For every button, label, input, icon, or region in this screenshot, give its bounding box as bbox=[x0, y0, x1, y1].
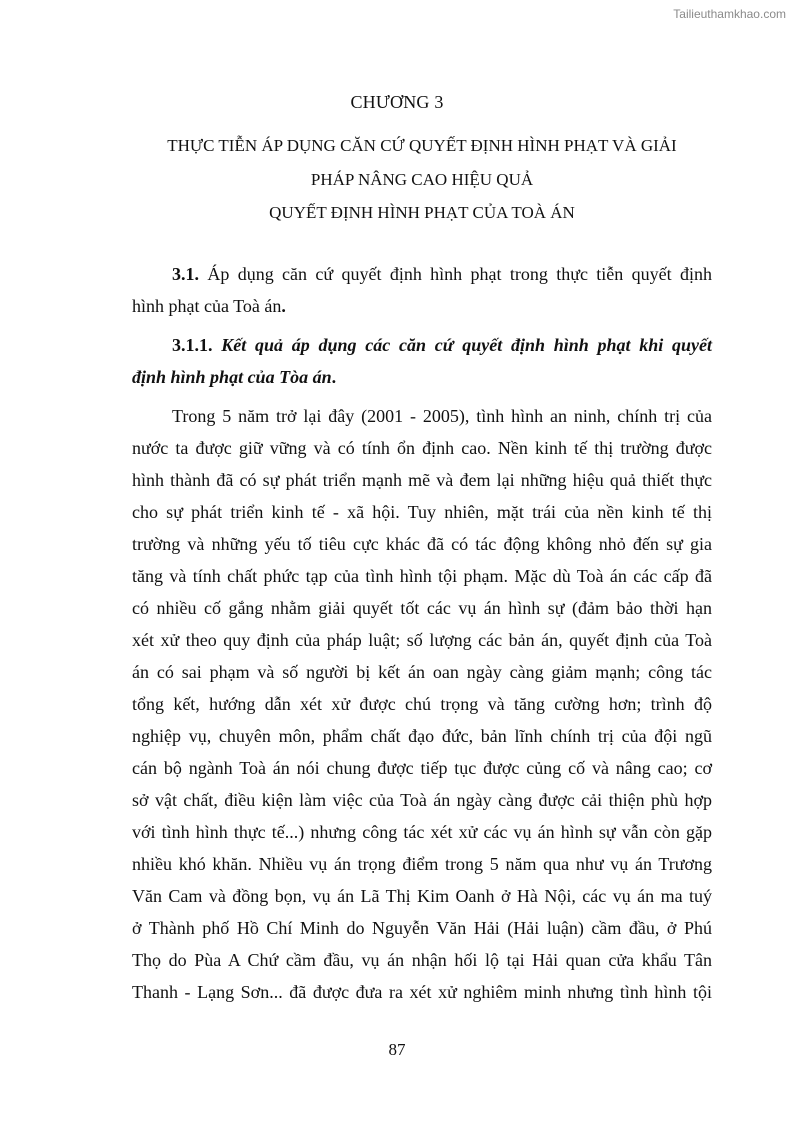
section-3-1-1-number: 3.1.1. bbox=[172, 335, 213, 355]
section-3-1-heading bbox=[132, 258, 712, 322]
body-line: cán bộ ngành Toà án nói chung được tiếp tục được củng cố và nâng cao; cơ bbox=[132, 758, 712, 778]
chapter-heading: CHƯƠNG 3 bbox=[350, 92, 444, 112]
body-line: hình thành đã có sự phát triển mạnh mẽ và đem lại những hiệu quả thiết thực bbox=[132, 470, 712, 490]
chapter-title-line-2: PHÁP NÂNG CAO HIỆU QUẢ bbox=[310, 170, 534, 189]
section-3-1-line-1 bbox=[132, 258, 712, 290]
watermark: Tailieuthamkhao.com bbox=[673, 7, 786, 21]
section-3-1-1-text: Kết quả áp dụng các căn cứ quyết định hình phạt khi quyết bbox=[212, 335, 712, 355]
body-line: Thọ do Pùa A Chứ cầm đầu, vụ án nhận hối lộ tại Hải quan cửa khẩu Tân bbox=[132, 950, 712, 970]
body-line: tổng kết, hướng dẫn xét xử được chú trọng và tăng cường hơn; trình độ bbox=[132, 694, 712, 714]
section-3-1-1-period: . bbox=[331, 367, 337, 387]
body-line: ở Thành phố Hồ Chí Minh do Nguyễn Văn Hải (Hải luận) cầm đầu, ở Phú bbox=[132, 918, 712, 938]
section-3-1-1-heading bbox=[132, 329, 712, 393]
body-line: có nhiều cố gắng nhằm giải quyết tốt các vụ án hình sự (đảm bảo thời hạn bbox=[132, 598, 712, 618]
section-3-1-text-cont: hình phạt của Toà án bbox=[132, 296, 282, 316]
section-3-1-line-2 bbox=[132, 290, 712, 322]
body-line: Thanh - Lạng Sơn... đã được đưa ra xét xử nghiêm minh nhưng tình hình tội bbox=[132, 982, 712, 1002]
body-paragraph bbox=[132, 400, 712, 1008]
body-line: án có sai phạm và số người bị kết án oan ngày càng giảm mạnh; công tác bbox=[132, 662, 712, 682]
body-line: trường và những yếu tố tiêu cực khác đã có tác động không nhỏ đến sự gia bbox=[132, 534, 712, 554]
body-line: Văn Cam và đồng bọn, vụ án Lã Thị Kim Oanh ở Hà Nội, các vụ án ma tuý bbox=[132, 886, 712, 906]
section-3-1-text: Áp dụng căn cứ quyết định hình phạt trong thực tiễn quyết định bbox=[199, 264, 712, 284]
section-3-1-1-text-cont: định hình phạt của Tòa án bbox=[132, 367, 332, 387]
body-line: tăng và tính chất phức tạp của tình hình tội phạm. Mặc dù Toà án các cấp đã bbox=[132, 566, 712, 586]
body-line: nước ta được giữ vững và có tính ổn định cao. Nền kinh tế thị trường được bbox=[132, 438, 712, 458]
body-line: Trong 5 năm trở lại đây (2001 - 2005), tình hình an ninh, chính trị của bbox=[172, 406, 712, 426]
body-line: xét xử theo quy định của pháp luật; số lượng các bản án, quyết định của Toà bbox=[132, 630, 712, 650]
body-line: sở vật chất, điều kiện làm việc của Toà án ngày càng được cải thiện phù hợp bbox=[132, 790, 712, 810]
body-line: nhiều khó khăn. Nhiều vụ án trọng điểm trong 5 năm qua như vụ án Trương bbox=[132, 854, 712, 874]
section-3-1-number: 3.1. bbox=[172, 264, 199, 284]
body-line: cho sự phát triển kinh tế - xã hội. Tuy nhiên, mặt trái của nền kinh tế thị bbox=[132, 502, 712, 522]
page-number: 87 bbox=[388, 1040, 406, 1059]
section-3-1-1-line-2 bbox=[132, 361, 712, 393]
chapter-title-line-3: QUYẾT ĐỊNH HÌNH PHẠT CỦA TOÀ ÁN bbox=[269, 203, 575, 222]
body-line: với tình hình thực tế...) nhưng công tác xét xử các vụ án hình sự vẫn còn gặp bbox=[132, 822, 712, 842]
chapter-title-line-1: THỰC TIỄN ÁP DỤNG CĂN CỨ QUYẾT ĐỊNH HÌNH PHẠT VÀ GIẢI bbox=[167, 136, 677, 155]
body-line: nghiệp vụ, chuyên môn, phẩm chất đạo đức, bản lĩnh chính trị của đội ngũ bbox=[132, 726, 712, 746]
section-3-1-period: . bbox=[281, 296, 286, 316]
section-3-1-1-line-1 bbox=[132, 329, 712, 361]
